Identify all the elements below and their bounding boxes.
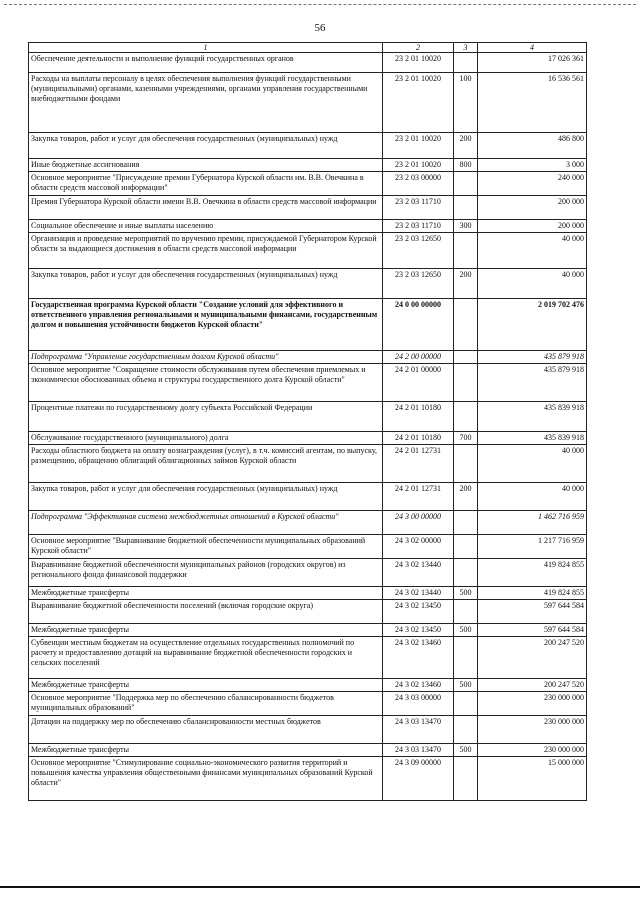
row-name-cell: Основное мероприятие "Стимулирование социально-экономического развития территорий и повышения качества управления общественными финансами муниципальных образований Курской области" bbox=[29, 757, 383, 801]
header-col-name: 1 bbox=[29, 43, 383, 53]
row-name-cell: Подпрограмма "Управление государственным долгом Курской области" bbox=[29, 351, 383, 364]
table-row bbox=[29, 535, 587, 559]
row-sum-cell: 1 217 716 959 bbox=[478, 535, 587, 559]
table-row bbox=[29, 744, 587, 757]
row-expense-type-cell bbox=[454, 535, 478, 559]
table-row bbox=[29, 692, 587, 716]
table-row bbox=[29, 483, 587, 511]
row-expense-type-cell bbox=[454, 445, 478, 483]
row-expense-type-cell: 500 bbox=[454, 679, 478, 692]
row-sum-cell: 40 000 bbox=[478, 483, 587, 511]
table-row bbox=[29, 196, 587, 220]
row-sum-cell: 435 839 918 bbox=[478, 402, 587, 432]
row-sum-cell: 17 026 361 bbox=[478, 53, 587, 73]
table-row bbox=[29, 269, 587, 299]
row-expense-type-cell bbox=[454, 757, 478, 801]
row-name-cell: Субвенции местным бюджетам на осуществление отдельных государственных полномочий по расчету и предоставлению дотаций на выравнивание бюджетной обеспеченности городских и сельских поселений bbox=[29, 637, 383, 679]
table-row bbox=[29, 159, 587, 172]
row-sum-cell: 1 462 716 959 bbox=[478, 511, 587, 535]
row-sum-cell: 230 000 000 bbox=[478, 716, 587, 744]
table-row bbox=[29, 172, 587, 196]
table-row bbox=[29, 559, 587, 587]
row-sum-cell: 435 839 918 bbox=[478, 432, 587, 445]
row-expense-type-cell bbox=[454, 600, 478, 624]
row-sum-cell: 200 000 bbox=[478, 220, 587, 233]
row-code-cell: 24 2 01 12731 bbox=[383, 445, 454, 483]
row-code-cell: 24 2 00 00000 bbox=[383, 351, 454, 364]
table-row bbox=[29, 233, 587, 269]
row-name-cell: Дотации на поддержку мер по обеспечению сбалансированности местных бюджетов bbox=[29, 716, 383, 744]
table-row bbox=[29, 511, 587, 535]
row-name-cell: Расходы на выплаты персоналу в целях обеспечения выполнения функций государственными (муниципальными) органами, казенными учреждениями, органами управления государственными внебюджетными фондами bbox=[29, 73, 383, 133]
row-name-cell: Государственная программа Курской области "Создание условий для эффективного и ответственного управления региональными и муниципальными финансами, государственным долгом и повышения устойчивости бюджетов Курской области" bbox=[29, 299, 383, 351]
table-row bbox=[29, 73, 587, 133]
row-code-cell: 24 2 01 12731 bbox=[383, 483, 454, 511]
row-expense-type-cell bbox=[454, 716, 478, 744]
row-expense-type-cell: 800 bbox=[454, 159, 478, 172]
table-row bbox=[29, 445, 587, 483]
row-name-cell: Межбюджетные трансферты bbox=[29, 679, 383, 692]
budget-table bbox=[28, 42, 587, 801]
row-code-cell: 24 3 02 00000 bbox=[383, 535, 454, 559]
table-row bbox=[29, 402, 587, 432]
row-sum-cell: 597 644 584 bbox=[478, 624, 587, 637]
row-sum-cell: 3 000 bbox=[478, 159, 587, 172]
row-expense-type-cell: 700 bbox=[454, 432, 478, 445]
row-expense-type-cell: 200 bbox=[454, 269, 478, 299]
row-code-cell: 24 3 02 13440 bbox=[383, 587, 454, 600]
row-name-cell: Расходы областного бюджета на оплату вознаграждения (услуг), в т.ч. комиссий агентам, по выпуску, размещению, обращению облигаций облигационных займов Курской области bbox=[29, 445, 383, 483]
table-header-row bbox=[29, 43, 587, 53]
row-name-cell: Организация и проведение мероприятий по вручению премии, присуждаемой Губернатором Курской области за выдающиеся достижения в области средств массовой информации bbox=[29, 233, 383, 269]
table-row bbox=[29, 679, 587, 692]
row-name-cell: Межбюджетные трансферты bbox=[29, 744, 383, 757]
table-row bbox=[29, 220, 587, 233]
row-code-cell: 24 2 01 10180 bbox=[383, 432, 454, 445]
row-sum-cell: 40 000 bbox=[478, 445, 587, 483]
row-code-cell: 23 2 03 12650 bbox=[383, 269, 454, 299]
row-expense-type-cell: 500 bbox=[454, 624, 478, 637]
row-sum-cell: 15 000 000 bbox=[478, 757, 587, 801]
row-sum-cell: 40 000 bbox=[478, 233, 587, 269]
row-sum-cell: 486 800 bbox=[478, 133, 587, 159]
row-expense-type-cell bbox=[454, 53, 478, 73]
row-code-cell: 24 3 00 00000 bbox=[383, 511, 454, 535]
row-sum-cell: 200 247 520 bbox=[478, 637, 587, 679]
row-sum-cell: 200 000 bbox=[478, 196, 587, 220]
table-row bbox=[29, 133, 587, 159]
table-row bbox=[29, 600, 587, 624]
row-name-cell: Межбюджетные трансферты bbox=[29, 587, 383, 600]
table-row bbox=[29, 53, 587, 73]
row-code-cell: 24 3 02 13450 bbox=[383, 600, 454, 624]
row-name-cell: Социальное обеспечение и иные выплаты населению bbox=[29, 220, 383, 233]
header-col-code: 2 bbox=[383, 43, 454, 53]
header-col-vr: 3 bbox=[454, 43, 478, 53]
table-row bbox=[29, 716, 587, 744]
page-number: 56 bbox=[314, 22, 326, 34]
row-sum-cell: 16 536 561 bbox=[478, 73, 587, 133]
row-code-cell: 24 3 09 00000 bbox=[383, 757, 454, 801]
row-name-cell: Выравнивание бюджетной обеспеченности поселений (включая городские округа) bbox=[29, 600, 383, 624]
row-name-cell: Основное мероприятие "Поддержка мер по обеспечению сбалансированности бюджетов муниципальных образований" bbox=[29, 692, 383, 716]
row-sum-cell: 2 019 702 476 bbox=[478, 299, 587, 351]
row-code-cell: 23 2 03 00000 bbox=[383, 172, 454, 196]
row-sum-cell: 230 000 000 bbox=[478, 744, 587, 757]
row-sum-cell: 240 000 bbox=[478, 172, 587, 196]
row-code-cell: 24 3 02 13460 bbox=[383, 679, 454, 692]
row-code-cell: 23 2 03 12650 bbox=[383, 233, 454, 269]
row-sum-cell: 419 824 855 bbox=[478, 587, 587, 600]
row-expense-type-cell: 300 bbox=[454, 220, 478, 233]
row-name-cell: Иные бюджетные ассигнования bbox=[29, 159, 383, 172]
row-code-cell: 23 2 01 10020 bbox=[383, 73, 454, 133]
row-code-cell: 24 3 03 13470 bbox=[383, 744, 454, 757]
row-expense-type-cell: 200 bbox=[454, 133, 478, 159]
row-expense-type-cell: 200 bbox=[454, 483, 478, 511]
row-expense-type-cell bbox=[454, 692, 478, 716]
table-row bbox=[29, 432, 587, 445]
row-name-cell: Подпрограмма "Эффективная система межбюджетных отношений в Курской области" bbox=[29, 511, 383, 535]
table-row bbox=[29, 757, 587, 801]
row-code-cell: 24 3 02 13460 bbox=[383, 637, 454, 679]
row-name-cell: Основное мероприятие "Сокращение стоимости обслуживания путем обеспечения приемлемых и экономически обоснованных объема и структуры государственного долга Курской области" bbox=[29, 364, 383, 402]
row-expense-type-cell bbox=[454, 511, 478, 535]
row-name-cell: Закупка товаров, работ и услуг для обеспечения государственных (муниципальных) нужд bbox=[29, 133, 383, 159]
row-code-cell: 24 3 03 13470 bbox=[383, 716, 454, 744]
table-row bbox=[29, 637, 587, 679]
row-code-cell: 24 3 02 13440 bbox=[383, 559, 454, 587]
row-name-cell: Межбюджетные трансферты bbox=[29, 624, 383, 637]
row-sum-cell: 230 000 000 bbox=[478, 692, 587, 716]
row-code-cell: 24 2 01 10180 bbox=[383, 402, 454, 432]
row-expense-type-cell: 500 bbox=[454, 587, 478, 600]
table-row bbox=[29, 587, 587, 600]
row-code-cell: 23 2 01 10020 bbox=[383, 133, 454, 159]
row-expense-type-cell bbox=[454, 299, 478, 351]
row-name-cell: Обслуживание государственного (муниципального) долга bbox=[29, 432, 383, 445]
row-expense-type-cell bbox=[454, 637, 478, 679]
row-name-cell: Процентные платежи по государственному долгу субъекта Российской Федерации bbox=[29, 402, 383, 432]
row-expense-type-cell bbox=[454, 559, 478, 587]
row-code-cell: 23 2 01 10020 bbox=[383, 159, 454, 172]
row-name-cell: Выравнивание бюджетной обеспеченности муниципальных районов (городских округов) из регионального фонда финансовой поддержки bbox=[29, 559, 383, 587]
table-row bbox=[29, 624, 587, 637]
row-code-cell: 24 0 00 00000 bbox=[383, 299, 454, 351]
row-code-cell: 23 2 03 11710 bbox=[383, 220, 454, 233]
row-code-cell: 24 3 03 00000 bbox=[383, 692, 454, 716]
row-sum-cell: 435 879 918 bbox=[478, 351, 587, 364]
table-row bbox=[29, 351, 587, 364]
row-expense-type-cell bbox=[454, 351, 478, 364]
row-name-cell: Закупка товаров, работ и услуг для обеспечения государственных (муниципальных) нужд bbox=[29, 269, 383, 299]
row-name-cell: Премия Губернатора Курской области имени В.В. Овечкина в области средств массовой информации bbox=[29, 196, 383, 220]
row-code-cell: 24 2 01 00000 bbox=[383, 364, 454, 402]
row-expense-type-cell: 100 bbox=[454, 73, 478, 133]
row-expense-type-cell bbox=[454, 364, 478, 402]
table-row bbox=[29, 299, 587, 351]
bottom-rule bbox=[0, 886, 640, 888]
row-expense-type-cell bbox=[454, 196, 478, 220]
row-expense-type-cell bbox=[454, 172, 478, 196]
row-code-cell: 23 2 01 10020 bbox=[383, 53, 454, 73]
row-expense-type-cell bbox=[454, 233, 478, 269]
row-name-cell: Закупка товаров, работ и услуг для обеспечения государственных (муниципальных) нужд bbox=[29, 483, 383, 511]
row-name-cell: Основное мероприятие "Выравнивание бюджетной обеспеченности муниципальных образований Курской области" bbox=[29, 535, 383, 559]
row-sum-cell: 419 824 855 bbox=[478, 559, 587, 587]
row-name-cell: Обеспечение деятельности и выполнение функций государственных органов bbox=[29, 53, 383, 73]
row-code-cell: 24 3 02 13450 bbox=[383, 624, 454, 637]
row-code-cell: 23 2 03 11710 bbox=[383, 196, 454, 220]
table-row bbox=[29, 364, 587, 402]
row-expense-type-cell: 500 bbox=[454, 744, 478, 757]
row-name-cell: Основное мероприятие "Присуждение премии Губернатора Курской области им. В.В. Овечкина в области средств массовой информации" bbox=[29, 172, 383, 196]
row-sum-cell: 200 247 520 bbox=[478, 679, 587, 692]
top-dashed-rule bbox=[4, 4, 636, 5]
row-expense-type-cell bbox=[454, 402, 478, 432]
row-sum-cell: 597 644 584 bbox=[478, 600, 587, 624]
row-sum-cell: 40 000 bbox=[478, 269, 587, 299]
row-sum-cell: 435 879 918 bbox=[478, 364, 587, 402]
header-col-sum: 4 bbox=[478, 43, 587, 53]
